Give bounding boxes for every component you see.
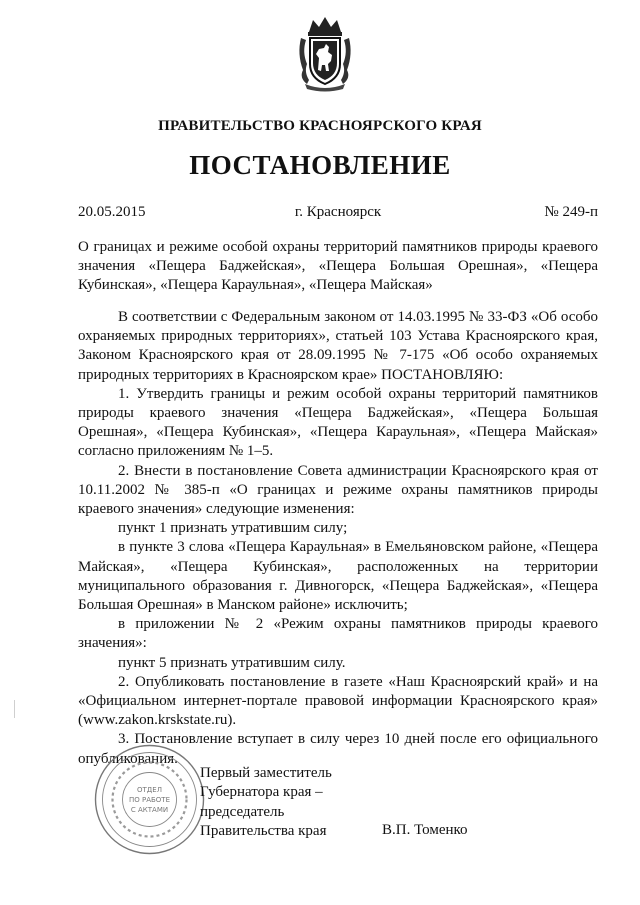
document-number: № 249-п bbox=[544, 204, 598, 220]
margin-mark bbox=[14, 700, 15, 718]
signer-position-line: Правительства края bbox=[200, 823, 327, 840]
signer-position-line: Первый заместитель bbox=[200, 765, 332, 781]
document-subject: О границах и режиме особой охраны территорий памятников природы краевого значения «Пещера Баджейская», «Пещера Большая Орешная», «Пещера Кубинская», «Пещера Караульная», «Пещера Майская» bbox=[78, 239, 598, 293]
document-date: 20.05.2015 bbox=[78, 204, 146, 220]
signature-block bbox=[200, 764, 332, 842]
body-paragraph: В соответствии с Федеральным законом от 14.03.1995 № 33-ФЗ «Об особо охраняемых природных территориях», статьей 103 Устава Красноярского края, Законом Красноярского края от 28.09.1995 № 7-175 «Об особо охраняемых природных территориях в Красноярском крае» ПОСТАНОВЛЯЮ: bbox=[78, 309, 598, 383]
body-paragraph: 2. Опубликовать постановление в газете «Наш Красноярский край» и на «Официальном интернет-портале правовой информации Красноярского края» (www.zakon.krskstate.ru). bbox=[78, 673, 598, 729]
body-paragraph: 2. Внести в постановление Совета администрации Красноярского края от 10.11.2002 № 385-п «О границах и режиме охраны памятников природы краевого значения» следующие изменения: bbox=[78, 462, 598, 518]
signer-position-line: Губернатора края – bbox=[200, 784, 323, 801]
stamp-text: ПО РАБОТЕ bbox=[128, 796, 171, 804]
signer-position-line: председатель bbox=[200, 803, 285, 820]
official-stamp-icon bbox=[92, 742, 207, 857]
government-name: ПРАВИТЕЛЬСТВО КРАСНОЯРСКОГО КРАЯ bbox=[158, 118, 482, 134]
body-paragraph: 3. Постановление вступает в силу через 10 дней после его официального опубликования. bbox=[78, 731, 598, 767]
body-paragraph: в пункте 3 слова «Пещера Караульная» в Емельяновском районе, «Пещера Майская», «Пещера Кубинская», расположенных на территории муниципального образования г. Дивногорск, «Пещера Баджейская», «Пещера Большая Орешная» в Манском районе» исключить; bbox=[78, 539, 598, 614]
document-type-title: ПОСТАНОВЛЕНИЕ bbox=[189, 150, 451, 180]
body-paragraph: пункт 5 признать утратившим силу. bbox=[118, 654, 346, 671]
document-meta-row bbox=[78, 204, 598, 224]
body-paragraph: пункт 1 признать утратившим силу; bbox=[118, 520, 348, 537]
document-city: г. Красноярск bbox=[294, 204, 382, 220]
body-paragraph: 1. Утвердить границы и режим особой охраны территорий памятников природы краевого значения «Пещера Баджейская», «Пещера Большая Орешная», «Пещера Кубинская», «Пещера Караульная», «Пещера Майская» согласно приложениям № 1–5. bbox=[78, 385, 598, 460]
coat-of-arms-icon bbox=[295, 14, 355, 92]
stamp-text: С АКТАМИ bbox=[130, 806, 169, 814]
document-body bbox=[78, 308, 598, 769]
signer-name: В.П. Томенко bbox=[382, 822, 468, 838]
body-paragraph: в приложении № 2 «Режим охраны памятников природы краевого значения»: bbox=[78, 616, 598, 652]
stamp-text: ОТДЕЛ bbox=[137, 786, 162, 794]
